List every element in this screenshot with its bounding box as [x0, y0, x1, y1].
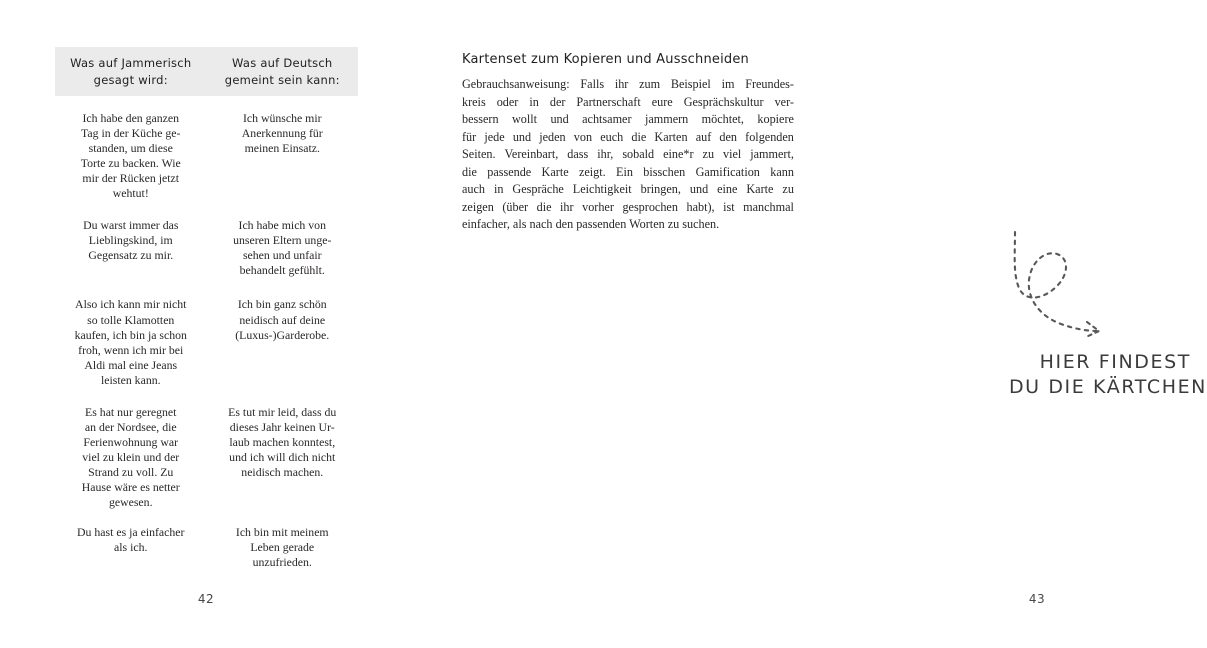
handwritten-note [927, 350, 1207, 400]
body-line: auch in Gespräche Leichtigkeit bringen, und eine Karte zu [462, 182, 794, 196]
page-title: Kartenset zum Kopieren und Ausschneiden [462, 52, 749, 67]
cell-line: gewesen. [108, 495, 153, 510]
body-line: Seiten. Vereinbart, dass ihr, sobald eine*r zu viel jammert, [462, 147, 794, 161]
cell-line: Also ich kann mir nicht [75, 297, 187, 312]
cell-line: wehtut! [112, 186, 149, 201]
cell-line: neidisch machen. [241, 464, 324, 479]
cell-line: sehen und unfair [242, 248, 322, 263]
cell-line: Ich bin mit meinem [235, 525, 329, 540]
cell-line: Aldi mal eine Jeans [84, 357, 178, 372]
cell-line: Strand zu voll. Zu [88, 464, 174, 479]
body-line: einfacher, als nach den passenden Worten zu suchen. [462, 217, 720, 231]
cell-jammerisch [55, 111, 207, 201]
cell-line: neidisch auf deine [239, 312, 326, 327]
header-line: Was auf Deutsch [232, 56, 333, 71]
cell-line: Du hast es ja einfacher [77, 525, 185, 540]
table-row [55, 405, 358, 510]
body-line: kreis oder in der Partnerschaft eure Gesprächskultur ver- [462, 94, 794, 109]
cell-line: froh, wenn ich mir bei [78, 342, 184, 357]
handwritten-note-line-1: HIER FINDEST [1039, 351, 1191, 373]
table-row [55, 218, 358, 278]
cell-jammerisch [55, 405, 207, 510]
cell-line: Anerkennung für [241, 126, 323, 141]
cell-jammerisch [55, 525, 207, 555]
cell-line: Leben gerade [250, 540, 315, 555]
table-row [55, 297, 358, 387]
cell-line: behandelt gefühlt. [239, 263, 325, 278]
cell-deutsch [207, 111, 359, 156]
cell-line: Ich wünsche mir [242, 111, 322, 125]
cell-line: meinen Einsatz. [244, 141, 320, 156]
cell-line: Tag in der Küche ge- [81, 126, 181, 141]
cell-line: Ich habe mich von [238, 218, 326, 233]
instruction-paragraph [462, 76, 794, 234]
cell-line: Hause wäre es netter [81, 479, 180, 494]
cell-line: dieses Jahr keinen Ur- [229, 419, 335, 434]
cell-line: Ich habe den ganzen [82, 111, 180, 125]
table-header-deutsch [207, 47, 359, 96]
table-header-row [55, 47, 358, 96]
cell-deutsch [207, 218, 359, 278]
cell-line: unzufrieden. [252, 555, 312, 570]
header-line: Was auf Jammerisch [70, 56, 192, 71]
body-line: die passende Karte zeigt. Ein bisschen Gamification kann [462, 164, 794, 179]
cell-line: Ferienwohnung war [83, 434, 179, 449]
table-header-jammerisch [55, 47, 207, 96]
table-row [55, 111, 358, 201]
body-line: für jede und jeden von euch die Karten auf den folgenden [462, 129, 794, 144]
cell-deutsch [207, 525, 359, 570]
cell-line: leisten kann. [100, 372, 161, 387]
cell-deutsch [207, 297, 359, 342]
cell-line: Es tut mir leid, dass du [228, 404, 337, 419]
jammerisch-deutsch-table [55, 47, 358, 570]
cell-line: unseren Eltern unge- [233, 233, 332, 248]
cell-line: Es hat nur geregnet [85, 404, 177, 419]
cell-line: Lieblingskind, im [88, 233, 173, 248]
cell-line: an der Nordsee, die [84, 419, 177, 434]
body-line: bessern wollt und achtsamer jammern möchtet, kopiere [462, 112, 794, 126]
cell-line: standen, um diese [88, 141, 173, 156]
handwritten-note-line-2: DU DIE KÄRTCHEN [1008, 376, 1207, 398]
right-page [407, 0, 1207, 648]
body-line: zeigen (über die ihr vorher gesprochen habt), ist manchmal [462, 199, 794, 214]
page-number-right: 43 [1028, 592, 1046, 606]
cell-jammerisch [55, 297, 207, 387]
cell-line: Du warst immer das [83, 218, 179, 233]
cell-line: Ich bin ganz schön [237, 297, 327, 312]
cell-line: so tolle Klamotten [87, 312, 175, 327]
dashed-curly-arrow-icon [995, 228, 1115, 346]
header-line: gesagt wird: [93, 72, 168, 87]
header-line: gemeint sein kann: [224, 72, 340, 87]
body-line: Gebrauchsanweisung: Falls ihr zum Beispiel im Freundes- [462, 77, 794, 91]
cell-line: Gegensatz zu mir. [88, 248, 174, 263]
cell-line: viel zu klein und der [82, 449, 180, 464]
cell-jammerisch [55, 218, 207, 263]
cell-line: laub machen konntest, [229, 434, 336, 449]
cell-line: Torte zu backen. Wie [80, 156, 181, 171]
page-number-left: 42 [197, 592, 215, 606]
cell-line: als ich. [114, 540, 148, 555]
table-row [55, 525, 358, 570]
cell-line: kaufen, ich bin ja schon [74, 327, 187, 342]
cell-line: mir der Rücken jetzt [82, 171, 180, 186]
cell-line: (Luxus-)Garderobe. [235, 327, 330, 342]
cell-deutsch [207, 405, 359, 480]
left-page [0, 0, 407, 648]
cell-line: und ich will dich nicht [229, 449, 336, 464]
